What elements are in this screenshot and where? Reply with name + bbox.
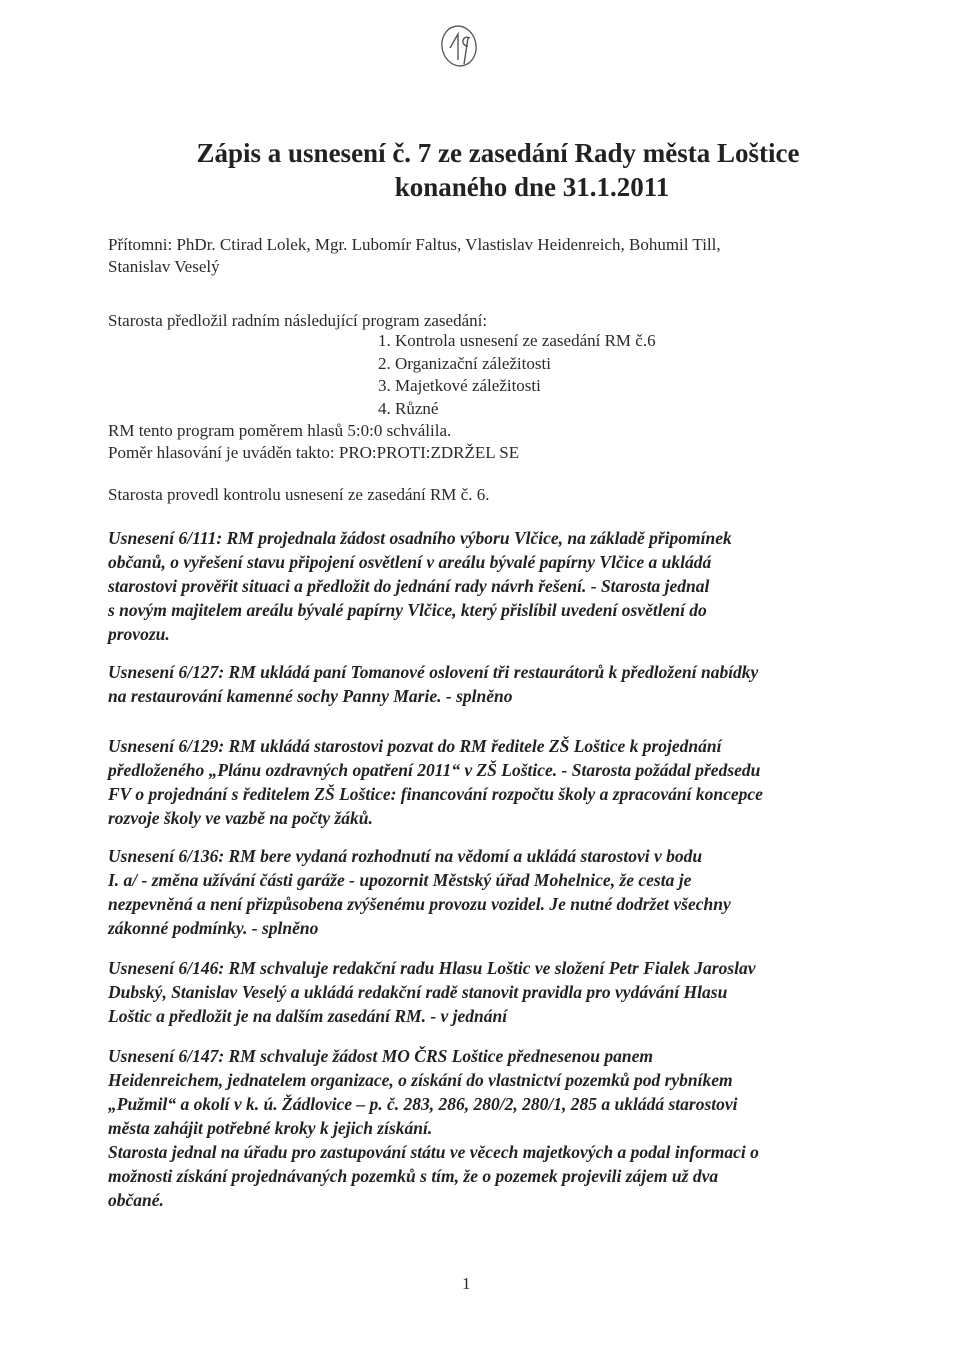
resolution-line: Usnesení 6/147: RM schvaluje žádost MO ČRS Loštice přednesenou panem xyxy=(108,1046,653,1066)
resolution-line: občanů, o vyřešení stavu připojení osvětlení v areálu bývalé papírny Vlčice a ukládá xyxy=(108,552,712,572)
resolution-line: zákonné podmínky. - splněno xyxy=(108,918,319,938)
control-statement: Starosta provedl kontrolu usnesení ze zasedání RM č. 6. xyxy=(108,485,490,504)
program-intro: Starosta předložil radním následující program zasedání: xyxy=(108,311,488,330)
resolution-line: města zahájit potřebné kroky k jejich získání. xyxy=(108,1118,433,1138)
program-list xyxy=(378,330,656,420)
resolution-line: starostovi prověřit situaci a předložit do jednání rady návrh řešení. - Starosta jednal xyxy=(108,576,710,596)
program-item: 2. Organizační záležitosti xyxy=(378,353,551,373)
vote-format: Poměr hlasování je uváděn takto: PRO:PROTI:ZDRŽEL SE xyxy=(108,443,520,462)
resolution-line: rozvoje školy ve vazbě na počty žáků. xyxy=(108,808,373,828)
program-item: 4. Různé xyxy=(378,398,439,418)
resolution-line: Loštic a předložit je na dalším zasedání RM. - v jednání xyxy=(108,1006,508,1026)
page-number: 1 xyxy=(462,1274,471,1293)
title-line-2: konaného dne 31.1.2011 xyxy=(394,172,670,202)
resolution-line: předloženého „Plánu ozdravných opatření 2011“ v ZŠ Loštice. - Starosta požádal předsedu xyxy=(108,760,761,780)
resolution-line: Starosta jednal na úřadu pro zastupování státu ve věcech majetkových a podal informaci o xyxy=(108,1142,759,1162)
resolution-line: Dubský, Stanislav Veselý a ukládá redakční radě stanovit pravidla pro vydávání Hlasu xyxy=(108,982,728,1002)
program-item: 1. Kontrola usnesení ze zasedání RM č.6 xyxy=(378,331,656,350)
attendance-line-1: Přítomni: PhDr. Ctirad Lolek, Mgr. Lubomír Faltus, Vlastislav Heidenreich, Bohumil Till, xyxy=(108,235,721,254)
resolution-line: Usnesení 6/129: RM ukládá starostovi pozvat do RM ředitele ZŠ Loštice k projednání xyxy=(108,736,722,756)
attendance-line-2: Stanislav Veselý xyxy=(108,257,220,276)
program-approval-block xyxy=(108,420,848,464)
program-approval: RM tento program poměrem hlasů 5:0:0 schválila. xyxy=(108,421,452,440)
resolution-6-147 xyxy=(108,1044,838,1212)
resolution-6-146 xyxy=(108,956,838,1028)
resolution-6-127 xyxy=(108,660,838,708)
resolution-6-111 xyxy=(108,526,838,646)
title-line-1: Zápis a usnesení č. 7 ze zasedání Rady města Loštice xyxy=(196,138,800,168)
resolution-line: Usnesení 6/136: RM bere vydaná rozhodnutí na vědomí a ukládá starostovi v bodu xyxy=(108,846,703,866)
resolution-line: „Pužmil“ a okolí v k. ú. Žádlovice – p. č. 283, 286, 280/2, 280/1, 285 a ukládá starostovi xyxy=(108,1094,738,1114)
resolution-line: provozu. xyxy=(108,624,170,644)
resolution-line: FV o projednání s ředitelem ZŠ Loštice: financování rozpočtu školy a zpracování koncepce xyxy=(108,784,763,804)
program-item: 3. Majetkové záležitosti xyxy=(378,376,541,395)
document-title xyxy=(100,136,860,204)
resolution-line: na restaurování kamenné sochy Panny Marie. - splněno xyxy=(108,686,513,706)
circled-number-drawing xyxy=(436,16,482,72)
resolution-line: Usnesení 6/127: RM ukládá paní Tomanové oslovení tři restaurátorů k předložení nabídky xyxy=(108,662,759,682)
resolution-line: Usnesení 6/111: RM projednala žádost osadního výboru Vlčice, na základě připomínek xyxy=(108,528,732,548)
resolution-6-129 xyxy=(108,734,838,830)
resolution-line: I. a/ - změna užívání části garáže - upozornit Městský úřad Mohelnice, že cesta je xyxy=(108,870,692,890)
resolution-line: možnosti získání projednávaných pozemků s tím, že o pozemek projevili zájem už dva xyxy=(108,1166,719,1186)
resolution-line: nezpevněná a není přizpůsobena zvýšenému provozu vozidel. Je nutné dodržet všechny xyxy=(108,894,731,914)
resolution-line: občané. xyxy=(108,1190,164,1210)
attendance-block xyxy=(108,234,848,278)
handwritten-page-number-stamp xyxy=(436,16,482,72)
resolution-line: s novým majitelem areálu bývalé papírny Vlčice, který přislíbil uvedení osvětlení do xyxy=(108,600,707,620)
resolution-6-136 xyxy=(108,844,838,940)
resolution-line: Usnesení 6/146: RM schvaluje redakční radu Hlasu Loštic ve složení Petr Fialek Jaroslav xyxy=(108,958,756,978)
resolution-line: Heidenreichem, jednatelem organizace, o získání do vlastnictví pozemků pod rybníkem xyxy=(108,1070,733,1090)
